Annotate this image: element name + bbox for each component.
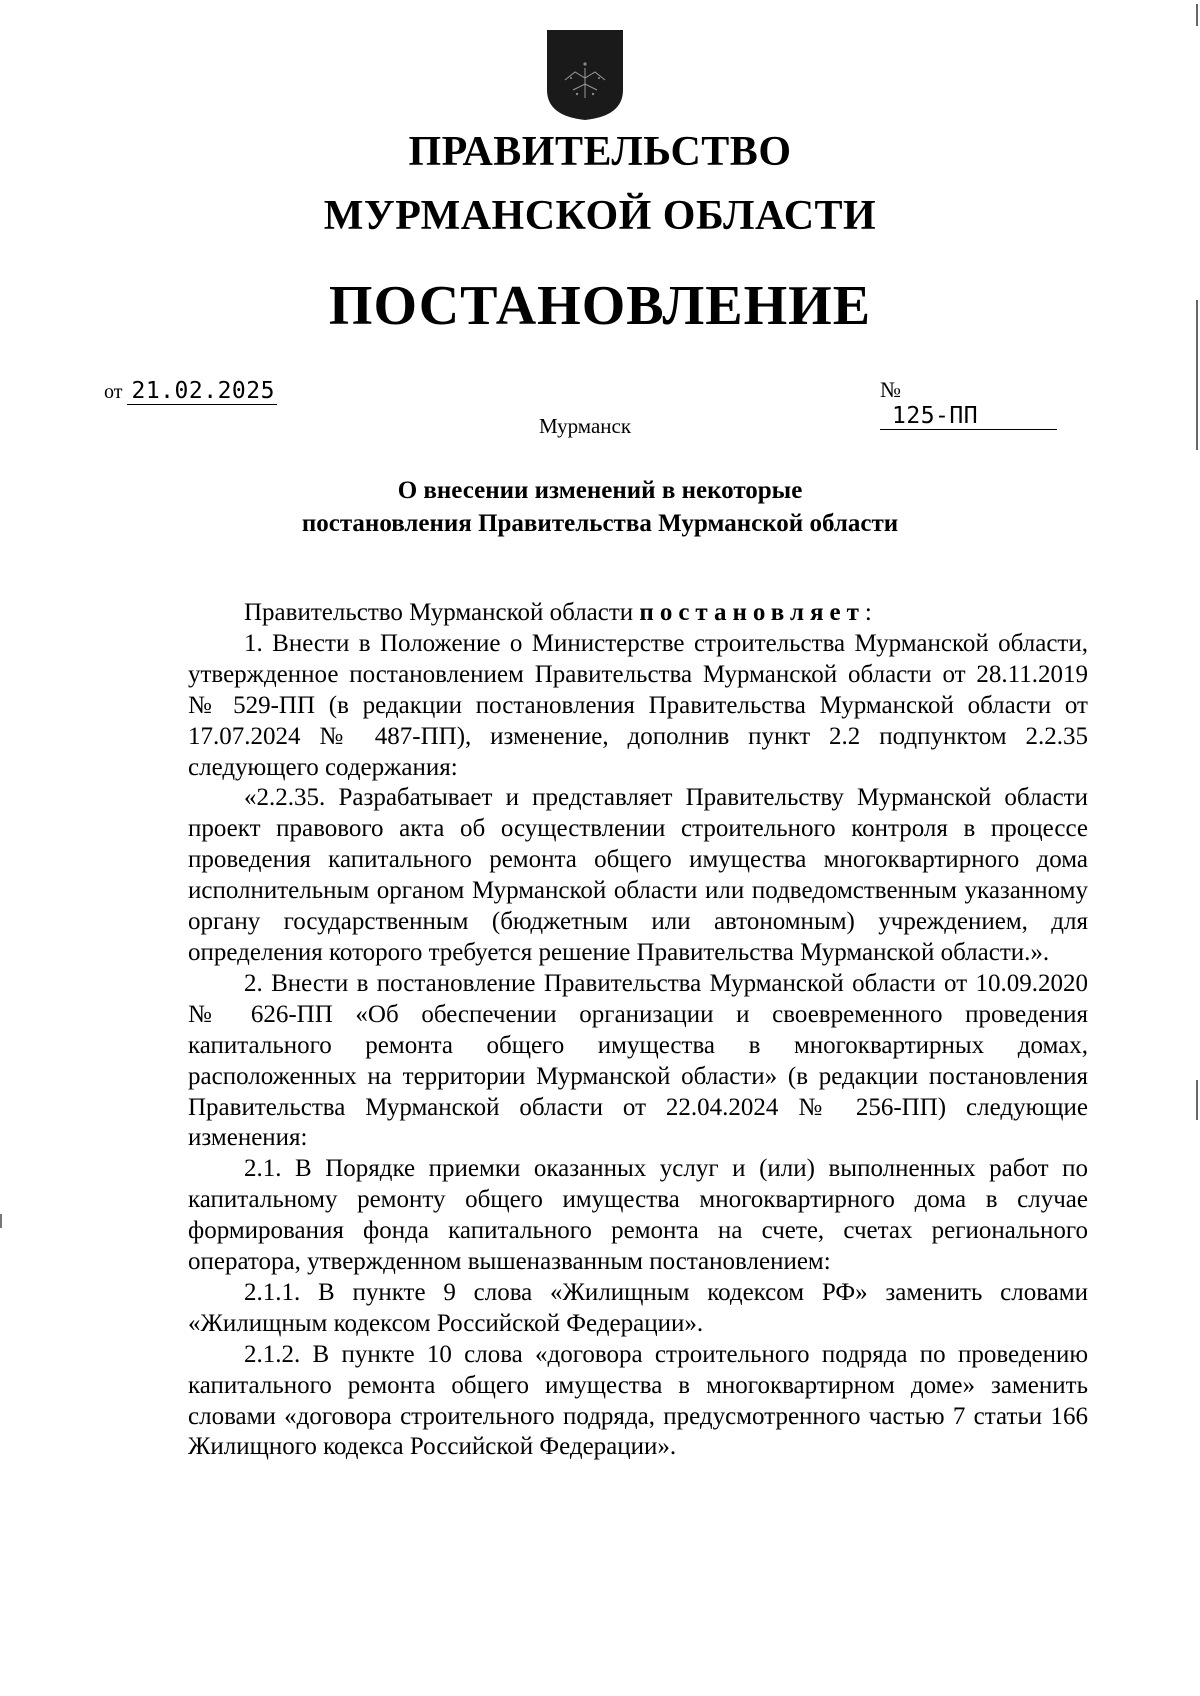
scan-edge-mark (0, 1214, 2, 1228)
paragraph-2-2-35: «2.2.35. Разрабатывает и представляет Правительству Мурманской области проект правового акта об осуществлении строительного контроля в процессе проведения капитального ремонта общего имущества многоквартирного дома исполнительным органом Мурманской области или подведомственным указанному органу государственным (бюджетным или автономным) учреждением, для определения которого требуется решение Правительства Мурманской области.». (188, 784, 1088, 966)
preamble-suffix: : (864, 599, 872, 626)
date-value: 21.02.2025 (127, 378, 276, 405)
organization-name-line1: ПРАВИТЕЛЬСТВО (408, 129, 792, 175)
coat-of-arms-emblem (545, 28, 625, 122)
preamble-prefix: Правительство Мурманской области (244, 599, 634, 626)
document-type-title: ПОСТАНОВЛЕНИЕ (328, 275, 872, 337)
paragraph-2: 2. Внести в постановление Правительства Мурманской области от 10.09.2020 № 626-ПП «Об обеспечении организации и своевременного проведения капитального ремонта общего имущества в многоквартирных домах, расположенных на территории Мурманской области» (в редакции постановления Правительства Мурманской области от 22.04.2024 № 256-ПП) следующие изменения: (188, 969, 1088, 1152)
subject-line2: постановления Правительства Мурманской области (301, 510, 899, 537)
date-label: от (104, 381, 123, 403)
paragraph-2-1-2: 2.1.2. В пункте 10 слова «договора строительного подряда по проведению капитального ремонта общего имущества в многоквартирном доме» заменить словами «договора строительного подряда, предусмотренного частью 7 статьи 166 Жилищного кодекса Российской Федерации». (188, 1340, 1088, 1461)
paragraph-1: 1. Внести в Положение о Министерстве строительства Мурманской области, утвержденное постановлением Правительства Мурманской области от 28.11.2019 № 529-ПП (в редакции постановления Правительства Мурманской области от 17.07.2024 № 487-ПП), изменение, дополнив пункт 2.2 подпунктом 2.2.35 следующего содержания: (188, 629, 1088, 781)
number-label: № (880, 377, 901, 402)
document-date (104, 378, 277, 405)
document-body (188, 598, 1088, 1463)
scan-edge-mark (1196, 300, 1198, 450)
organization-name-line2: МУРМАНСКОЙ ОБЛАСТИ (323, 193, 877, 239)
preamble-verb: постановляет (639, 599, 865, 626)
city-name: Мурманск (538, 414, 632, 438)
scan-edge-mark (1196, 1080, 1198, 1120)
scan-edge-mark (1196, 4, 1198, 26)
number-value: 125-ПП (880, 403, 1057, 430)
paragraph-2-1: 2.1. В Порядке приемки оказанных услуг и (или) выполненных работ по капитальному ремонту общего имущества многоквартирного дома в случае формирования фонда капитального ремонта на счете, счетах регионального оператора, утвержденном вышеназванным постановлением: (188, 1155, 1088, 1276)
paragraph-2-1-1: 2.1.1. В пункте 9 слова «Жилищным кодексом РФ» заменить словами «Жилищным кодексом Российской Федерации». (188, 1278, 1088, 1337)
document-subject (0, 474, 1200, 540)
subject-line1: О внесении изменений в некоторые (397, 477, 803, 504)
preamble (188, 598, 1088, 629)
